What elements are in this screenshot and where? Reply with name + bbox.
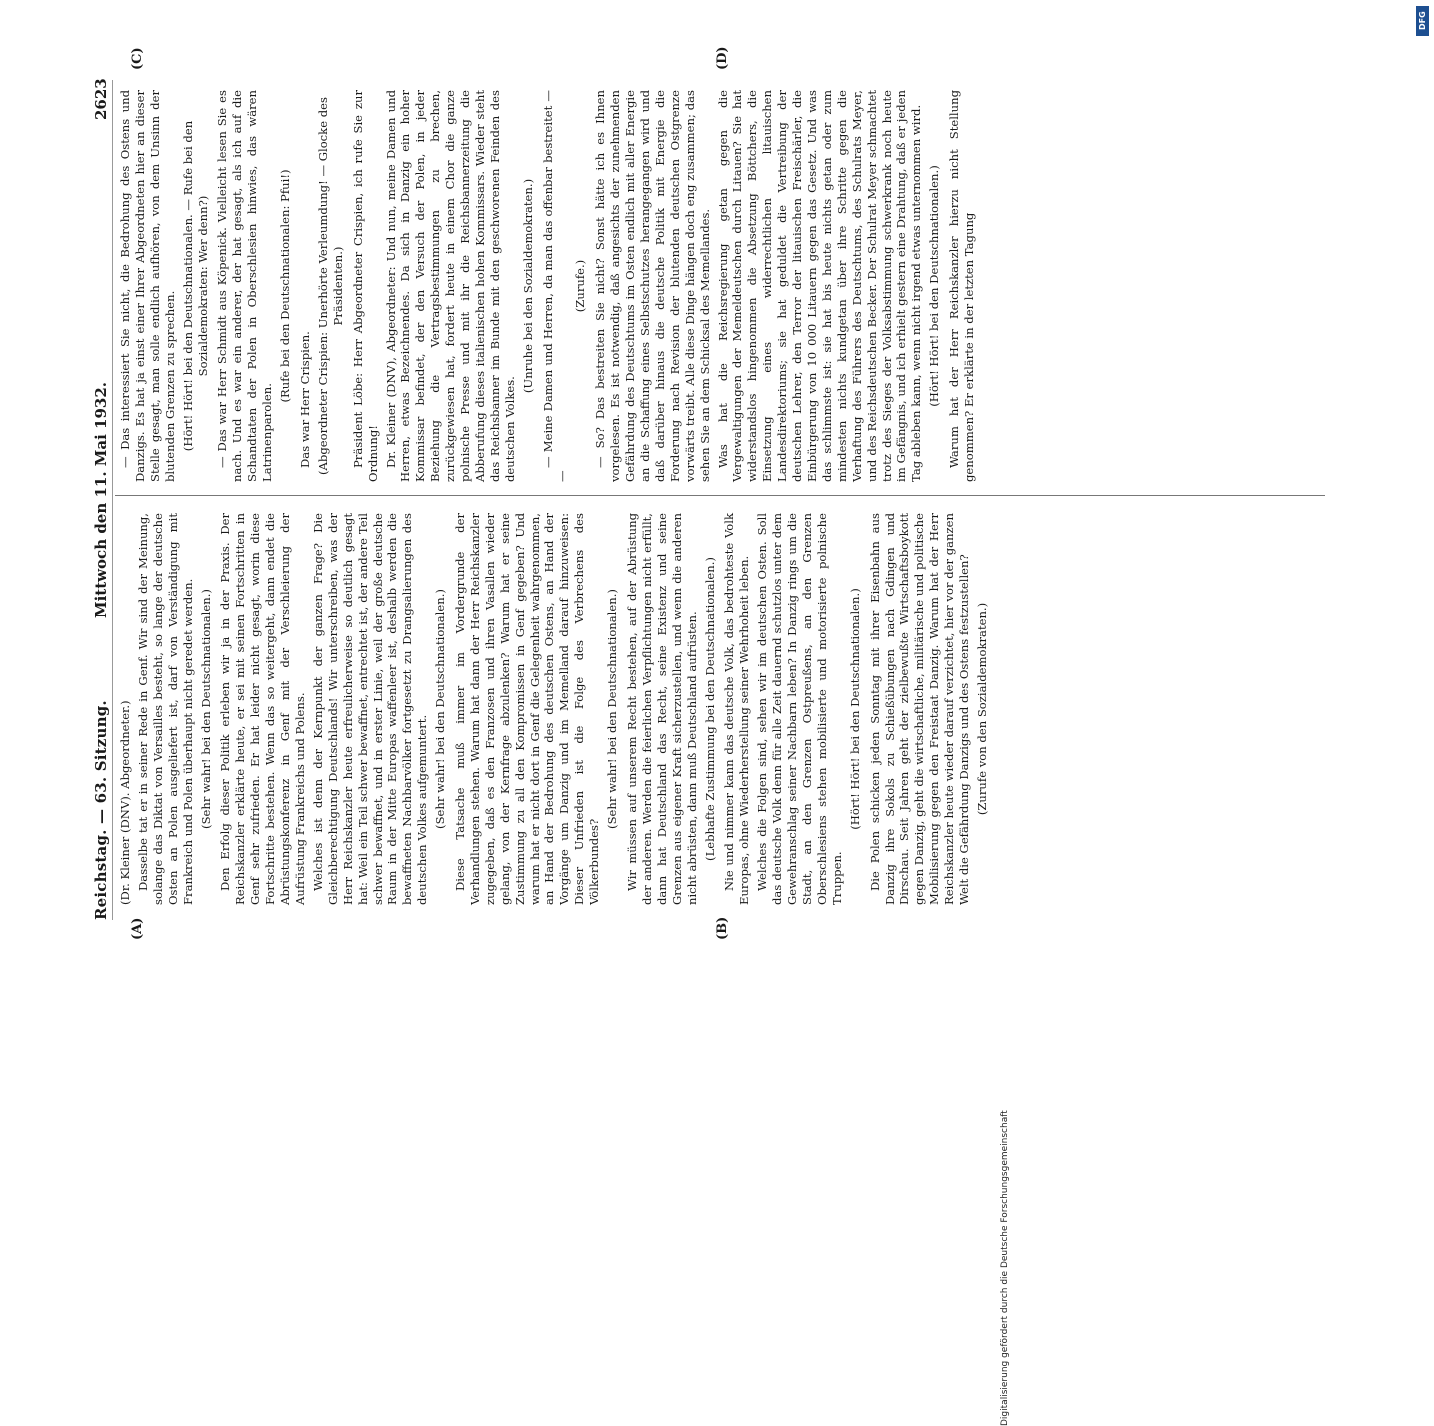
- left_column-paragraph: Wir müssen auf unserem Recht bestehen, auf der Abrüstung der anderen. Werden die feierlichen Verpflichtungen nicht erfüllt, dann hat Deutschland das Recht, seine Existenz und seine Grenzen aus eigener Kraft sicherzustellen, und wenn die anderen nicht abrüsten, dann muß Deutschland aufrüsten.: [625, 513, 699, 905]
- margin-marker-d: (D): [715, 46, 730, 70]
- left_column-paragraph: (Sehr wahr! bei den Deutschnationalen.): [433, 589, 448, 829]
- left-text-column: [118, 513, 995, 905]
- left_column-paragraph: (Sehr wahr! bei den Deutschnationalen.): [605, 589, 620, 829]
- right_column-paragraph: — Das interessiert Sie nicht, die Bedrohung des Ostens und Danzigs. Es hat ja einst einer Ihrer Abgeordneten hier an dieser Stelle gesagt, man solle endlich aufhören, von dem Unsinn der blutenden Grenzen zu sprechen.: [118, 90, 177, 482]
- dfg-logo: DFG: [1416, 6, 1429, 36]
- header-divider: [112, 80, 113, 920]
- right_column-paragraph: Präsident Löbe: Herr Abgeordneter Crispien, ich rufe Sie zur Ordnung!: [350, 90, 380, 482]
- right_column-paragraph: (Rufe bei den Deutschnationalen: Pfui!): [278, 169, 293, 403]
- right_column-paragraph: (Hört! Hört! bei den Deutschnationalen.): [927, 165, 942, 407]
- left_column-paragraph: (Dr. Kleiner (DNV). Abgeordneter.): [118, 700, 132, 905]
- right_column-paragraph: Dr. Kleiner (DNV), Abgeordneter: Und nun, meine Damen und Herren, etwas Bezeichnendes. Da sich in Danzig ein hoher Kommissar befindet, der den Versuch der Polen, in jeder Beziehung die Vertragsbestimmungen zu brechen, zurückgewiesen hat, fordert heute in einem Chor die ganze polnische Presse und mit ihr die Reichsbannerzeitung die Abberufung dieses italienischen hohen Kommissars. Wieder steht das Reichsbanner im Bunde mit den geschworenen Feinden des deutschen Volkes.: [383, 90, 517, 482]
- column-divider: [115, 495, 1325, 496]
- left_column-paragraph: (Hört! Hört! bei den Deutschnationalen.): [847, 588, 862, 830]
- right_column-paragraph: (Abgeordneter Crispien: Unerhörte Verleumdung! — Glocke des Präsidenten.): [315, 97, 345, 475]
- margin-marker-c: (C): [130, 47, 145, 70]
- running-header-left: Reichstag. — 63. Sitzung.: [92, 700, 110, 920]
- right_column-paragraph: — Meine Damen und Herren, da man das offenbar bestreitet — —: [540, 90, 570, 482]
- right_column-paragraph: (Hört! Hört! bei den Deutschnationalen. — Rufe bei den Sozialdemokraten: Wer denn?): [180, 120, 210, 452]
- left_column-paragraph: (Sehr wahr! bei den Deutschnationalen.): [198, 589, 213, 829]
- margin-marker-b: (B): [715, 916, 730, 940]
- left_column-paragraph: Diese Tatsache muß immer im Vordergrunde der Verhandlungen stehen. Warum hat dann der Herr Reichskanzler zugegeben, daß es den Franzosen und ihren Vasallen wieder gelang, von der Kernfrage abzulenken? Warum hat er seine Zustimmung zu all den Kompromissen in Genf gegeben? Und warum hat er nicht dort in Genf die Gelegenheit wahrgenommen, an Hand der Bedrohung des deutschen Ostens, an Hand der Vorgänge um Danzig und im Memelland darauf hinzuweisen: Dieser Unfrieden ist die Folge des Verbrechens des Völkerbundes?: [453, 513, 602, 905]
- digitization-credit: Digitalisierung gefördert durch die Deutsche Forschungsgemeinschaft: [1000, 1110, 1010, 1426]
- left_column-paragraph: Den Erfolg dieser Politik erleben wir ja in der Praxis. Der Reichskanzler erklärte heute, er sei mit seinen Fortschritten in Genf sehr zufrieden. Er hat leider nicht gesagt, worin diese Fortschritte bestehen. Wenn das so weitergeht, dann endet die Abrüstungskonferenz in Genf mit der Verschleierung der Aufrüstung Frankreichs und Polens.: [218, 513, 307, 905]
- left_column-paragraph: Welches die Folgen sind, sehen wir im deutschen Osten. Soll das deutsche Volk denn für alle Zeit dauernd schutzlos unter dem Gewehranschlag seiner Nachbarn leben? In Danzig rings um die Stadt, an den Grenzen Ostpreußens, an den Grenzen Oberschlesiens stehen mobilisierte und motorisierte polnische Truppen.: [755, 513, 844, 905]
- right_column-paragraph: (Zurufe.): [573, 259, 588, 313]
- right_column-paragraph: Das war Herr Crispien.: [297, 331, 312, 468]
- right_column-paragraph: — Das war Herr Schmidt aus Köpenick. Vielleicht lesen Sie es nach. Und es war ein anderer, der hat gesagt, als ich auf die Schandtaten der Polen in Oberschlesien hinwies, das wären Latrinenparolen.: [215, 90, 275, 482]
- margin-marker-a: (A): [130, 917, 145, 940]
- left_column-paragraph: Nie und nimmer kann das deutsche Volk, das bedrohteste Volk Europas, ohne Wiederherstellung seiner Wehrhoheit leben.: [722, 513, 752, 905]
- left_column-paragraph: (Zurufe von den Sozialdemokraten.): [974, 602, 989, 816]
- running-header-date: Mittwoch den 11. Mai 1932.: [92, 381, 110, 619]
- right_column-paragraph: Was hat die Reichsregierung getan gegen die Vergewaltigungen der Memeldeutschen durch Litauen? Sie hat widerstandslos hingenommen die Absetzung Böttchers, die Einsetzung eines widerrechtlichen litauischen Landesdirektoriums; sie hat geduldet die Vertreibung der deutschen Lehrer, den Terror der litauischen Freischärler, die Einbürgerung von 10 000 Litauern gegen das Gesetz. Und was das schlimmste ist: sie hat bis heute nichts getan oder zum mindesten nichts kundgetan über ihre Schritte gegen die Verhaftung des Führers des Deutschtums, des Schulrats Meyer, und des Reichsdeutschen Becker. Der Schulrat Meyer schmachtet trotz des Sieges der Volksabstimmung schwerkrank noch heute im Gefängnis, und ich erhielt gestern eine Drahtung, daß er jeden Tag ableben kann, wenn nicht irgend etwas unternommen wird.: [715, 90, 924, 482]
- left_column-paragraph: (Lebhafte Zustimmung bei den Deutschnationalen.): [702, 557, 717, 861]
- left_column-paragraph: Welches ist denn der Kernpunkt der ganzen Frage? Die Gleichberechtigung Deutschlands! Wir unterschreiben, was der Herr Reichskanzler heute erfreulicherweise so deutlich gesagt hat: Weil ein Teil schwer bewaffnet, entrechtet ist, der andere Teil schwer bewaffnet, und in erster Linie, weil der große deutsche Raum in der Mitte Europas waffenleer ist, deshalb werden die bewaffneten Nachbarvölker fortgesetzt zu Drangsalierungen des deutschen Volkes aufgemuntert.: [310, 513, 430, 905]
- left_column-paragraph: Die Polen schicken jeden Sonntag mit ihrer Eisenbahn aus Danzig ihre Sokols zu Schießübungen nach Gdingen und Dirschau. Seit Jahren geht der zielbewußte Wirtschaftsboykott gegen Danzig, geht die wirtschaftliche, militärische und politische Mobilisierung gegen den Freistaat Danzig. Warum hat der Herr Reichskanzler heute wieder darauf verzichtet, hier vor der ganzen Welt die Gefährdung Danzigs und des Ostens festzustellen?: [867, 513, 972, 905]
- right-text-column: [118, 90, 980, 482]
- right_column-paragraph: (Unruhe bei den Sozialdemokraten.): [520, 178, 535, 394]
- page-number: 2623: [92, 78, 110, 120]
- left_column-paragraph: Dasselbe tat er in seiner Rede in Genf. Wir sind der Meinung, solange das Diktat von Versailles besteht, so lange der deutsche Osten an Polen ausgeliefert ist, darf von Verständigung mit Frankreich und Polen überhaupt nicht geredet werden.: [135, 513, 195, 905]
- right_column-paragraph: Warum hat der Herr Reichskanzler hierzu nicht Stellung genommen? Er erklärte in der letzten Tagung: [947, 90, 977, 482]
- right_column-paragraph: — So? Das bestreiten Sie nicht? Sonst hätte ich es Ihnen vorgelesen. Es ist notwendig, daß angesichts der zunehmenden Gefährdung des Deutschtums im Osten endlich mit aller Energie an die Schaffung eines Selbstschutzes herangegangen wird und daß darüber hinaus die deutsche Politik mit Energie die Forderung nach Revision der blutenden deutschen Ostgrenze vorwärts treibt. Alle diese Dinge hängen doch eng zusammen; das sehen Sie an dem Schicksal des Memellandes.: [593, 90, 712, 482]
